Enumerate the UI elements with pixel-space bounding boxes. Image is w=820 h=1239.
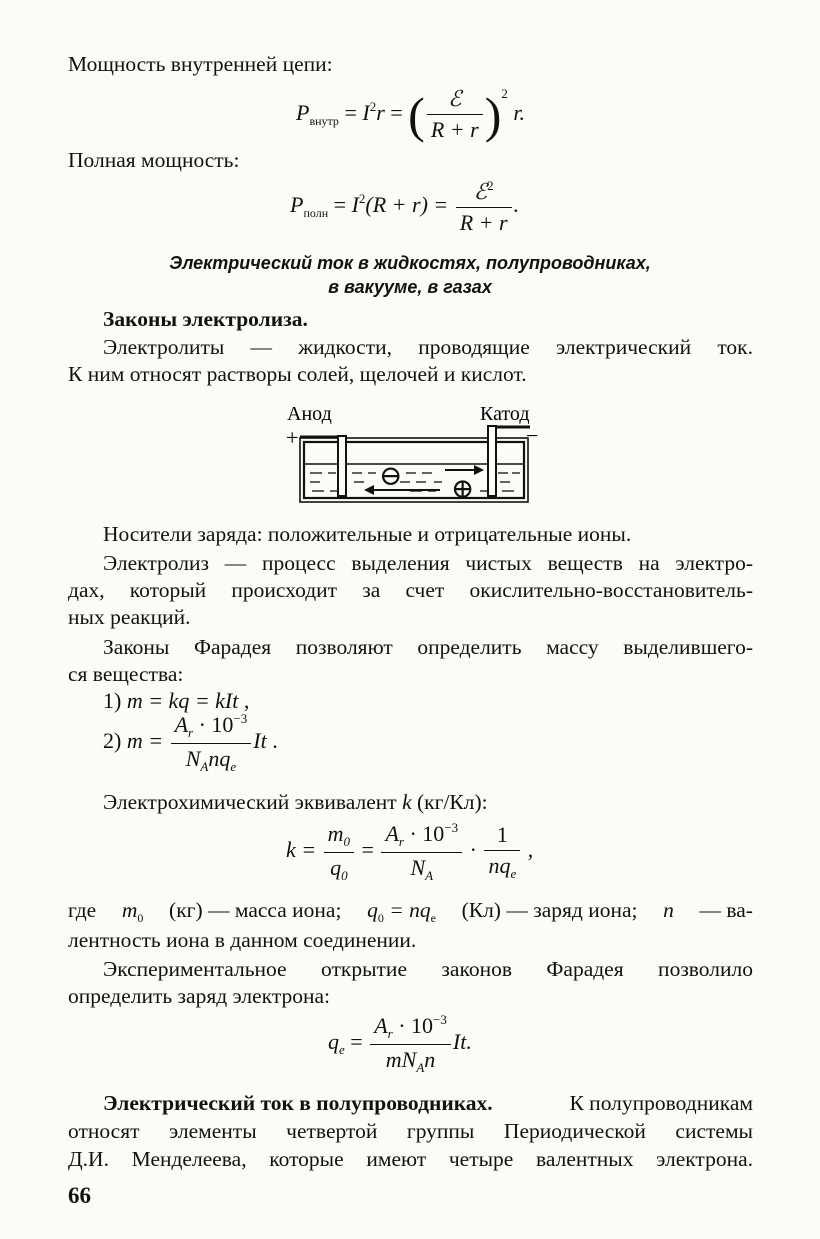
equivalent-lhs: k = xyxy=(286,837,322,863)
subscript-e: e xyxy=(339,1042,345,1058)
fraction-numerator xyxy=(456,178,512,208)
symbol-q: q xyxy=(367,898,378,922)
faraday-intro-line1: Законы Фарадея позволяют определить массу выделившего- xyxy=(103,635,753,659)
symbol-nq: nq xyxy=(488,853,511,878)
arrow-head-left xyxy=(364,485,374,495)
cathode-electrode xyxy=(488,426,496,496)
fraction-numerator: ℰ xyxy=(427,86,483,115)
fraction-one-over-nqe xyxy=(484,822,520,882)
fraction-law2 xyxy=(171,711,252,775)
subscript-0: 0 xyxy=(341,867,348,883)
symbol-p: P xyxy=(290,192,304,218)
symbol-a: A xyxy=(174,712,189,737)
power-of-ten: · 10 xyxy=(403,821,445,846)
subscript-0: 0 xyxy=(377,911,384,925)
formula-electron-charge xyxy=(328,1012,472,1076)
equals-sign: = xyxy=(344,1029,369,1055)
equivalent-label-start: Электрохимический эквивалент xyxy=(103,790,403,814)
equals-sign: = xyxy=(328,192,352,218)
fraction-numerator xyxy=(381,820,462,853)
symbol-m: m xyxy=(327,820,344,846)
equals-sign: = xyxy=(356,837,380,863)
equals-sign: = xyxy=(384,100,409,125)
symbol-k: k xyxy=(402,790,412,814)
where-valence-start: — ва- xyxy=(699,898,753,922)
power-internal-label: Мощность внутренней цепи: xyxy=(68,52,333,76)
fraction-numerator xyxy=(324,821,354,853)
fraction-m0-over-q0 xyxy=(324,821,354,884)
minus-sign: − xyxy=(526,423,539,448)
subscript-a: A xyxy=(200,759,209,774)
formula-power-total xyxy=(290,178,519,236)
semiconductors-line1 xyxy=(103,1089,753,1117)
symbol-q: q xyxy=(328,1029,339,1055)
symbol-n: N xyxy=(410,855,426,880)
exponent-2: 2 xyxy=(369,99,377,114)
fraction-denominator: R + r xyxy=(459,210,508,235)
page-number: 66 xyxy=(68,1183,91,1208)
subscript-a: A xyxy=(425,868,434,883)
equivalent-label xyxy=(103,788,488,816)
emf-symbol: ℰ xyxy=(473,179,488,204)
electrolysis-cell-diagram xyxy=(280,398,550,513)
plus-sign: + xyxy=(286,425,299,450)
anode-electrode xyxy=(338,436,346,496)
law-number: 1) xyxy=(103,688,122,713)
symbol-i: I xyxy=(351,192,359,218)
subscript-r: r xyxy=(398,834,404,849)
symbol-n: N xyxy=(185,746,201,771)
experiment-line2: определить заряд электрона: xyxy=(68,984,330,1008)
where-word: где xyxy=(68,898,97,922)
faraday-intro-line2: ся вещества: xyxy=(68,662,184,686)
fraction-electron-charge xyxy=(370,1012,451,1076)
where-charge-text: (Кл) — заряд иона; xyxy=(461,898,638,922)
where-mass-text: (кг) — масса иона; xyxy=(169,898,342,922)
electrolysis-paragraph-line2: К ним относят растворы солей, щелочей и кислот. xyxy=(68,362,527,386)
fraction-numerator xyxy=(370,1012,451,1045)
multiplication-dot: · xyxy=(464,837,483,863)
carriers-text: Носители заряда: положительные и отрицательные ионы. xyxy=(103,522,632,546)
exponent-minus-3: −3 xyxy=(444,820,459,835)
formula-tail: . xyxy=(513,192,520,218)
formula-tail: , xyxy=(522,837,534,863)
symbol-nq: nq xyxy=(208,746,231,771)
formula-tail: r. xyxy=(507,100,525,125)
cathode-label: Катод xyxy=(480,403,530,425)
formula-electrochemical-equivalent xyxy=(286,820,533,884)
formula-tail: , xyxy=(238,688,250,713)
electrolysis-paragraph-line1: Электролиты — жидкости, проводящие электрический ток. xyxy=(103,335,753,359)
law1-formula: m = kq = kIt xyxy=(126,688,239,713)
symbol-it: It xyxy=(253,728,267,754)
symbol-q: q xyxy=(330,854,342,880)
law-number: 2) xyxy=(103,728,122,754)
symbol-m: m xyxy=(121,898,138,922)
semiconductors-line2: относят элементы четвертой группы Периодической системы xyxy=(68,1119,753,1143)
semiconductors-title: Электрический ток в полупроводниках. xyxy=(103,1091,493,1115)
formula-middle: (R + r) = xyxy=(365,192,454,218)
symbol-a: A xyxy=(374,1013,388,1038)
fraction-denominator xyxy=(381,853,462,884)
fraction-ar-over-na xyxy=(381,820,462,884)
subscript-internal: внутр xyxy=(309,114,339,128)
fraction-denominator xyxy=(324,853,354,884)
formula-power-internal xyxy=(296,86,525,143)
symbol-n: n xyxy=(663,898,674,922)
electrolysis-definition-line3: ных реакций. xyxy=(68,605,191,629)
fraction-denominator: R + r xyxy=(430,117,479,143)
right-paren: ) xyxy=(484,86,502,143)
equivalent-label-unit: (кг/Кл): xyxy=(411,790,488,814)
electrolysis-title: Законы электролиза. xyxy=(103,307,308,331)
subscript-a: A xyxy=(416,1060,425,1075)
experiment-line1: Экспериментальное открытие законов Фарадея позволило xyxy=(103,957,753,981)
subscript-total: полн xyxy=(303,206,329,221)
power-of-ten: · 10 xyxy=(193,712,234,737)
equals-sign: = xyxy=(338,100,363,125)
formula-tail: . xyxy=(266,728,278,754)
fraction-numerator: 1 xyxy=(484,822,520,851)
fraction-denominator xyxy=(484,851,520,882)
electrolysis-definition-line1: Электролиз — процесс выделения чистых веществ на электро- xyxy=(103,551,753,575)
electrolysis-definition-line2: дах, который происходит за счет окислительно-восстановитель- xyxy=(68,578,753,602)
exponent-2: 2 xyxy=(358,191,366,207)
left-paren: ( xyxy=(408,86,425,143)
exponent-minus-3: −3 xyxy=(433,1012,447,1027)
subscript-0: 0 xyxy=(137,911,144,925)
positive-ion-icon: ⊕ xyxy=(451,474,475,505)
subscript-r: r xyxy=(387,1026,393,1041)
symbol-mn: mN xyxy=(385,1047,417,1072)
subscript-e: e xyxy=(230,759,237,774)
symbol-r: r xyxy=(376,100,385,125)
anode-label: Анод xyxy=(287,403,332,425)
fraction-emf-squared-over-resistance xyxy=(456,178,512,236)
section-heading-line2: в вакууме, в газах xyxy=(328,277,492,297)
subscript-0: 0 xyxy=(343,833,351,849)
fraction-denominator xyxy=(171,744,252,775)
semiconductors-line3: Д.И. Менделеева, которые имеют четыре валентных электрона. xyxy=(68,1147,753,1171)
subscript-r: r xyxy=(188,725,194,740)
fraction-emf-over-resistance xyxy=(427,86,483,143)
symbol-it: It. xyxy=(452,1029,472,1055)
symbol-a: A xyxy=(385,821,399,846)
symbol-p: P xyxy=(296,100,310,125)
power-total-label: Полная мощность: xyxy=(68,148,240,172)
semiconductors-line1-rest: К полупроводникам xyxy=(569,1091,753,1115)
exponent-2: 2 xyxy=(487,178,494,193)
power-of-ten: · 10 xyxy=(392,1013,434,1038)
subscript-e: e xyxy=(430,911,436,925)
negative-ion-icon: ⊖ xyxy=(379,461,403,492)
law2-lhs: m = xyxy=(126,728,169,754)
where-line2: лентность иона в данном соединении. xyxy=(68,928,417,952)
fraction-denominator xyxy=(370,1045,451,1076)
symbol-i: I xyxy=(362,100,370,125)
symbol-n: n xyxy=(424,1047,436,1072)
arrow-head-right xyxy=(474,465,484,475)
faraday-law-2 xyxy=(103,711,278,775)
fraction-numerator xyxy=(171,711,252,744)
exponent-2: 2 xyxy=(501,86,508,101)
symbol-nq: = nq xyxy=(383,898,431,922)
subscript-e: e xyxy=(510,866,517,881)
exponent-minus-3: −3 xyxy=(233,711,248,726)
section-heading-line1: Электрический ток в жидкостях, полупроводниках, xyxy=(169,253,651,273)
